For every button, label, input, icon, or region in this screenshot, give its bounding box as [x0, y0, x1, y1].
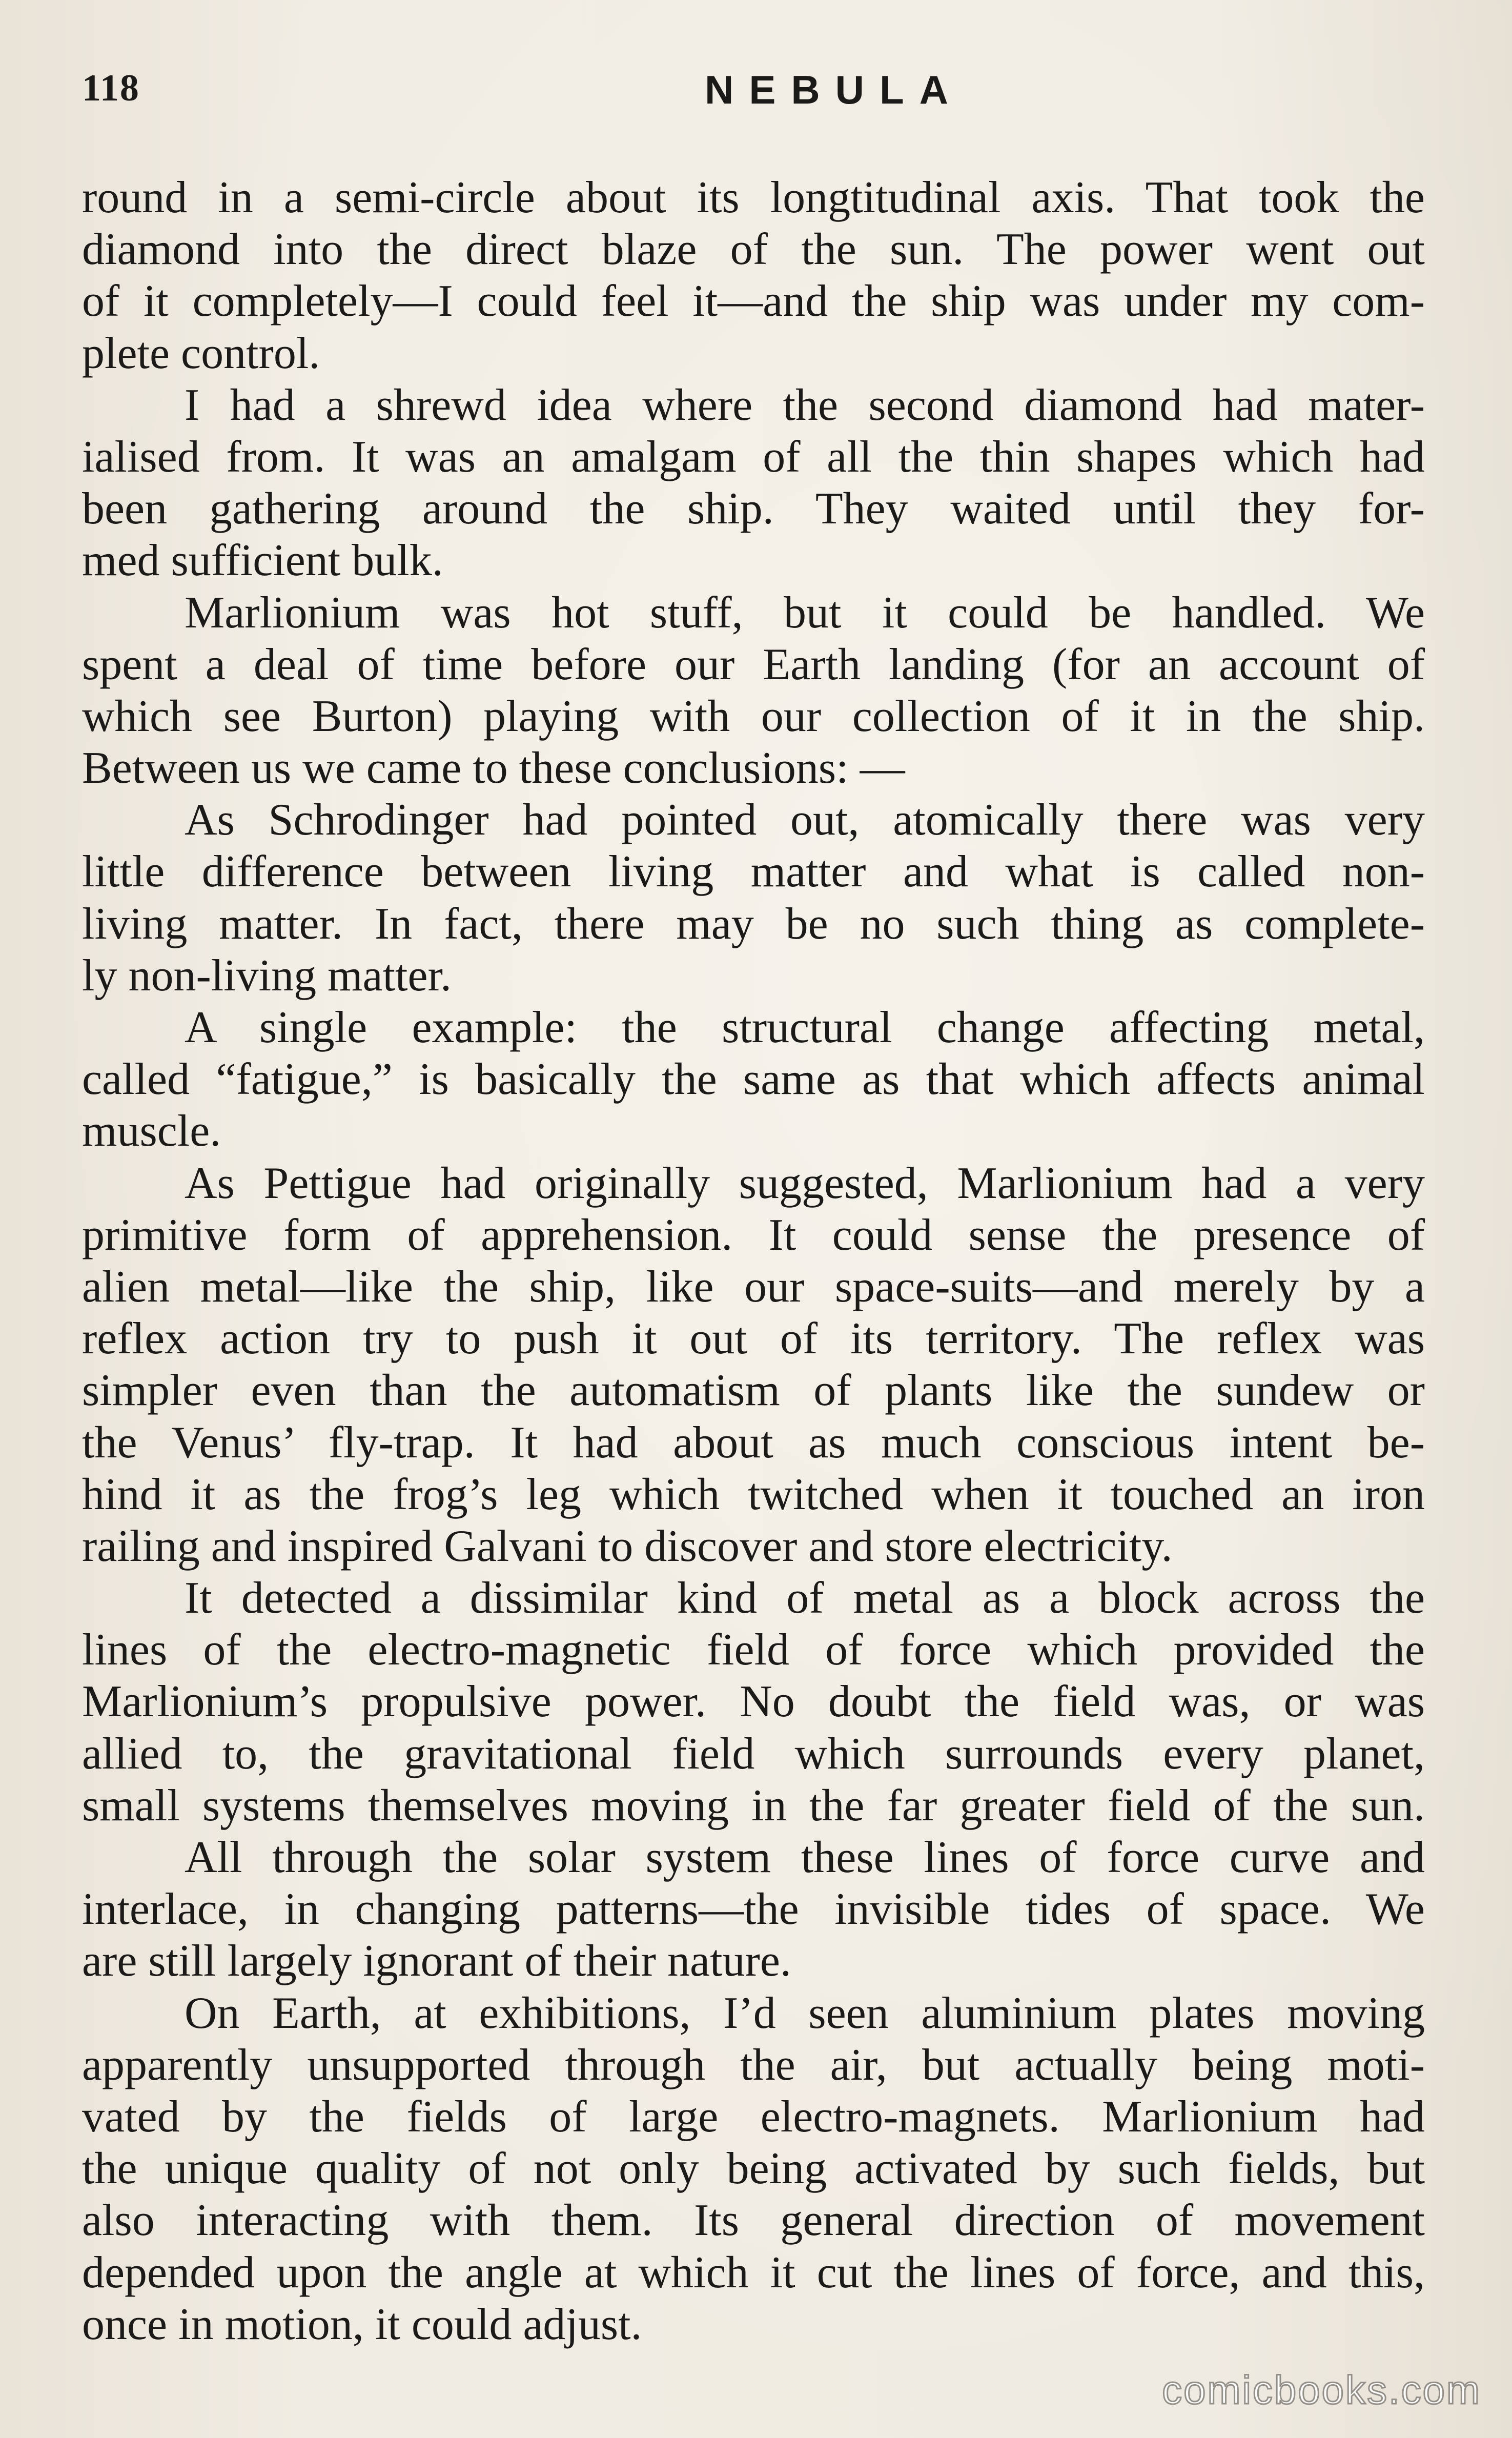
text-line: primitive form of apprehension. It could sense the presence of [82, 1210, 1425, 1260]
text-line: simpler even than the automatism of plants like the sundew or [82, 1366, 1425, 1416]
text-line: A single example: the structural change affecting metal, [185, 1003, 1425, 1052]
body-text [82, 172, 1425, 2350]
text-line: round in a semi-circle about its longtitudinal axis. That took the [82, 173, 1425, 222]
text-line: As Schrodinger had pointed out, atomically there was very [185, 795, 1425, 845]
text-line: small systems themselves moving in the far greater field of the sun. [82, 1780, 1425, 1831]
text-line: med sufficient bulk. [82, 536, 443, 586]
text-line: plete control. [82, 328, 320, 378]
text-line: vated by the fields of large electro-magnets. Marlionium had [82, 2091, 1425, 2142]
text-line: muscle. [82, 1106, 221, 1156]
text-line: alien metal—like the ship, like our space-suits—and merely by a [82, 1262, 1425, 1312]
text-line: once in motion, it could adjust. [82, 2299, 642, 2349]
text-line: ialised from. It was an amalgam of all the thin shapes which had [82, 432, 1425, 482]
text-line: All through the solar system these lines of force curve and [185, 1833, 1425, 1882]
text-line: interlace, in changing patterns—the invisible tides of space. We [82, 1884, 1425, 1935]
page-header [82, 67, 1430, 118]
page-number: 118 [82, 67, 140, 109]
text-line: lines of the electro-magnetic field of force which provided the [82, 1625, 1425, 1675]
text-line: railing and inspired Galvani to discover and store electricity. [82, 1521, 1173, 1571]
text-line: called “fatigue,” is basically the same as that which affects animal [82, 1054, 1425, 1105]
text-line: As Pettigue had originally suggested, Marlionium had a very [185, 1158, 1425, 1208]
watermark: comicbooks.com [1162, 2367, 1481, 2412]
running-head: NEBULA [705, 67, 964, 112]
text-line: ly non-living matter. [82, 950, 452, 1001]
text-line: I had a shrewd idea where the second diamond had mater- [185, 380, 1425, 430]
text-line: living matter. In fact, there may be no such thing as complete- [82, 899, 1425, 949]
text-line: Marlionium was hot stuff, but it could be handled. We [185, 587, 1425, 638]
text-line: also interacting with them. Its general direction of movement [82, 2196, 1425, 2246]
text-line: of it completely—I could feel it—and the ship was under my com- [82, 276, 1425, 327]
text-line: are still largely ignorant of their nature. [82, 1936, 791, 1986]
text-line: hind it as the frog’s leg which twitched when it touched an iron [82, 1469, 1425, 1519]
text-line: apparently unsupported through the air, but actually being moti- [82, 2040, 1425, 2090]
text-line: depended upon the angle at which it cut the lines of force, and this, [82, 2247, 1425, 2298]
text-line: which see Burton) playing with our collection of it in the ship. [82, 691, 1425, 741]
text-line: On Earth, at exhibitions, I’d seen aluminium plates moving [185, 1988, 1425, 2038]
text-line: reflex action try to push it out of its territory. The reflex was [82, 1314, 1425, 1364]
text-line: been gathering around the ship. They waited until they for- [82, 484, 1425, 534]
text-line: It detected a dissimilar kind of metal as a block across the [185, 1573, 1425, 1623]
text-line: the unique quality of not only being activated by such fields, but [82, 2144, 1425, 2194]
text-line: the Venus’ fly-trap. It had about as much conscious intent be- [82, 1417, 1425, 1468]
text-line: Between us we came to these conclusions: — [82, 743, 905, 794]
text-line: little difference between living matter and what is called non- [82, 847, 1425, 897]
text-line: Marlionium’s propulsive power. No doubt the field was, or was [82, 1677, 1425, 1727]
text-line: diamond into the direct blaze of the sun. The power went out [82, 225, 1425, 275]
text-line: allied to, the gravitational field which surrounds every planet, [82, 1729, 1425, 1779]
text-line: spent a deal of time before our Earth landing (for an account of [82, 639, 1425, 689]
